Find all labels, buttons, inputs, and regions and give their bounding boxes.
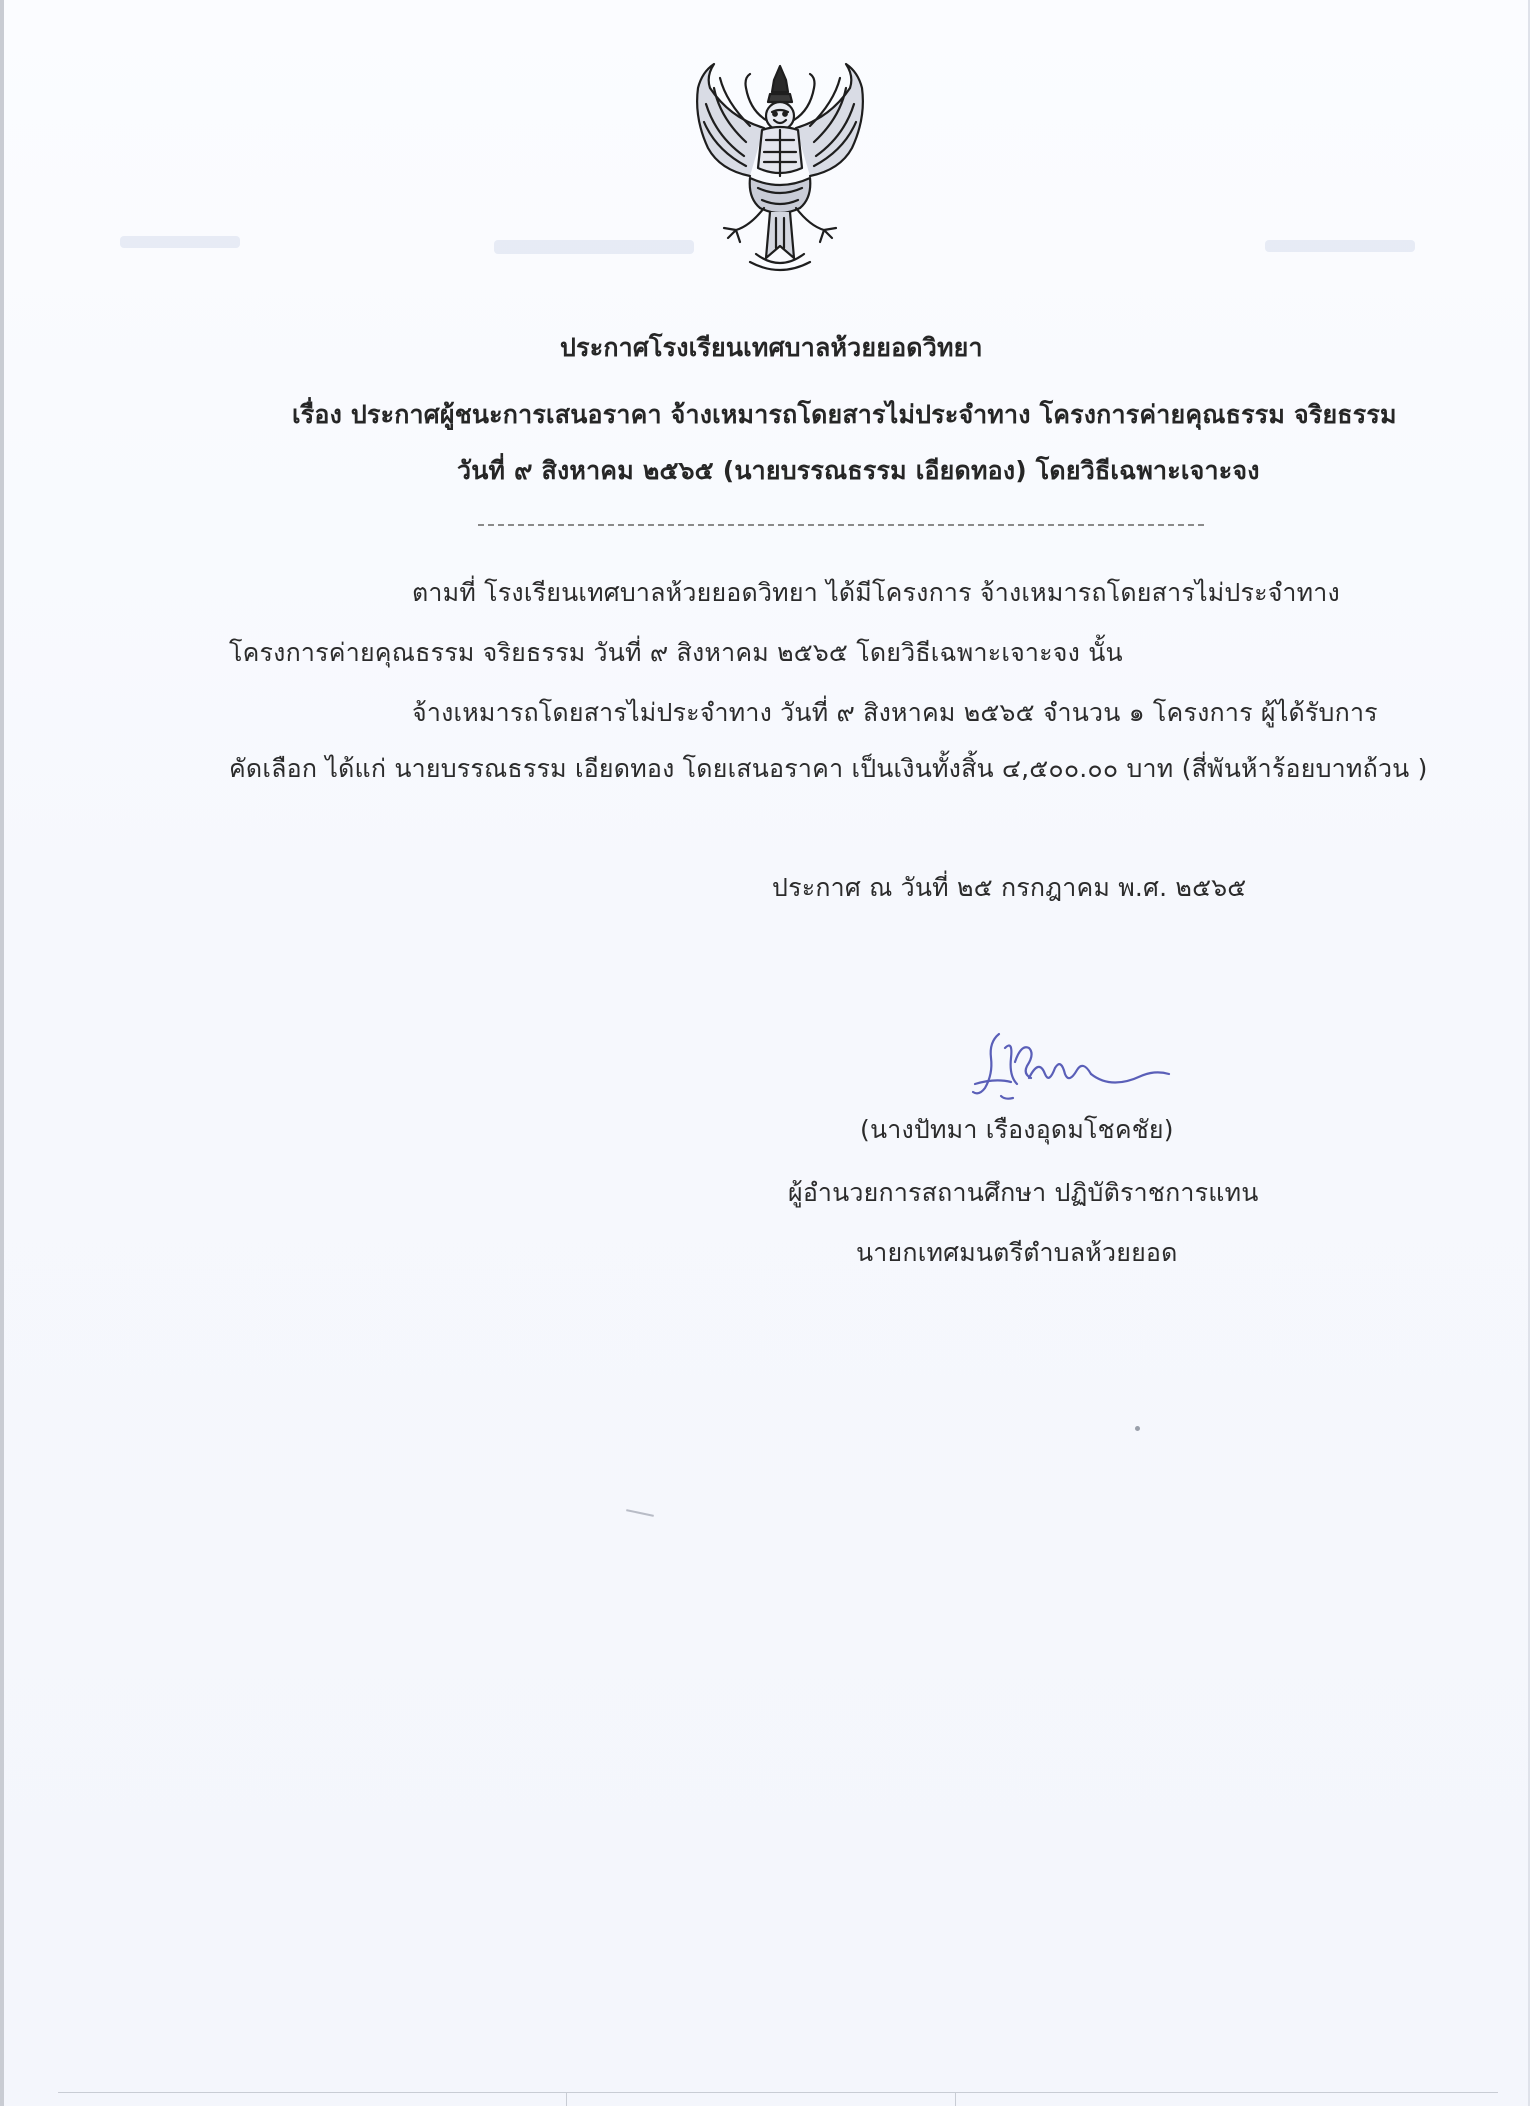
- paragraph-1-line-2: โครงการค่ายคุณธรรม จริยธรรม วันที่ ๙ สิงหาคม ๒๕๖๕ โดยวิธีเฉพาะเจาะจง นั้น: [229, 638, 1123, 667]
- signatory-position: ผู้อำนวยการสถานศึกษา ปฏิบัติราชการแทน: [788, 1178, 1259, 1207]
- subject-line-2: วันที่ ๙ สิงหาคม ๒๕๖๕ (นายบรรณธรรม เอียดทอง) โดยวิธีเฉพาะเจาะจง: [457, 456, 1260, 485]
- scan-smudge: [494, 240, 694, 254]
- scan-bottom-tick: [566, 2092, 567, 2106]
- paragraph-2-line-1: จ้างเหมารถโดยสารไม่ประจำทาง วันที่ ๙ สิงหาคม ๒๕๖๕ จำนวน ๑ โครงการ ผู้ได้รับการ: [412, 698, 1378, 727]
- scan-smudge: [120, 236, 240, 248]
- scan-edge-left: [0, 0, 4, 2106]
- signatory-name: (นางปัทมา เรืองอุดมโชคชัย): [860, 1115, 1174, 1144]
- subject-line: เรื่อง ประกาศผู้ชนะการเสนอราคา จ้างเหมารถโดยสารไม่ประจำทาง โครงการค่ายคุณธรรม จริยธรรม: [292, 400, 1397, 429]
- handwritten-signature: [965, 1018, 1185, 1128]
- scan-bottom-tick: [955, 2092, 956, 2106]
- scan-mark: [626, 1509, 654, 1517]
- dashed-separator: [478, 524, 1204, 526]
- paragraph-2-line-2: คัดเลือก ได้แก่ นายบรรณธรรม เอียดทอง โดยเสนอราคา เป็นเงินทั้งสิ้น ๔,๕๐๐.๐๐ บาท (สี่พันห้าร้อยบาทถ้วน ): [229, 754, 1428, 783]
- paragraph-1-line-1: ตามที่ โรงเรียนเทศบาลห้วยยอดวิทยา ได้มีโครงการ จ้างเหมารถโดยสารไม่ประจำทาง: [412, 578, 1340, 607]
- scan-bottom-edge: [58, 2092, 1498, 2093]
- page-title: ประกาศโรงเรียนเทศบาลห้วยยอดวิทยา: [560, 333, 983, 362]
- scan-smudge: [1265, 240, 1415, 252]
- announcement-date: ประกาศ ณ วันที่ ๒๕ กรกฎาคม พ.ศ. ๒๕๖๕: [772, 873, 1247, 902]
- signatory-position-2: นายกเทศมนตรีตำบลห้วยยอด: [856, 1238, 1178, 1267]
- scan-speck: [1135, 1426, 1140, 1431]
- garuda-emblem-icon: [680, 58, 880, 278]
